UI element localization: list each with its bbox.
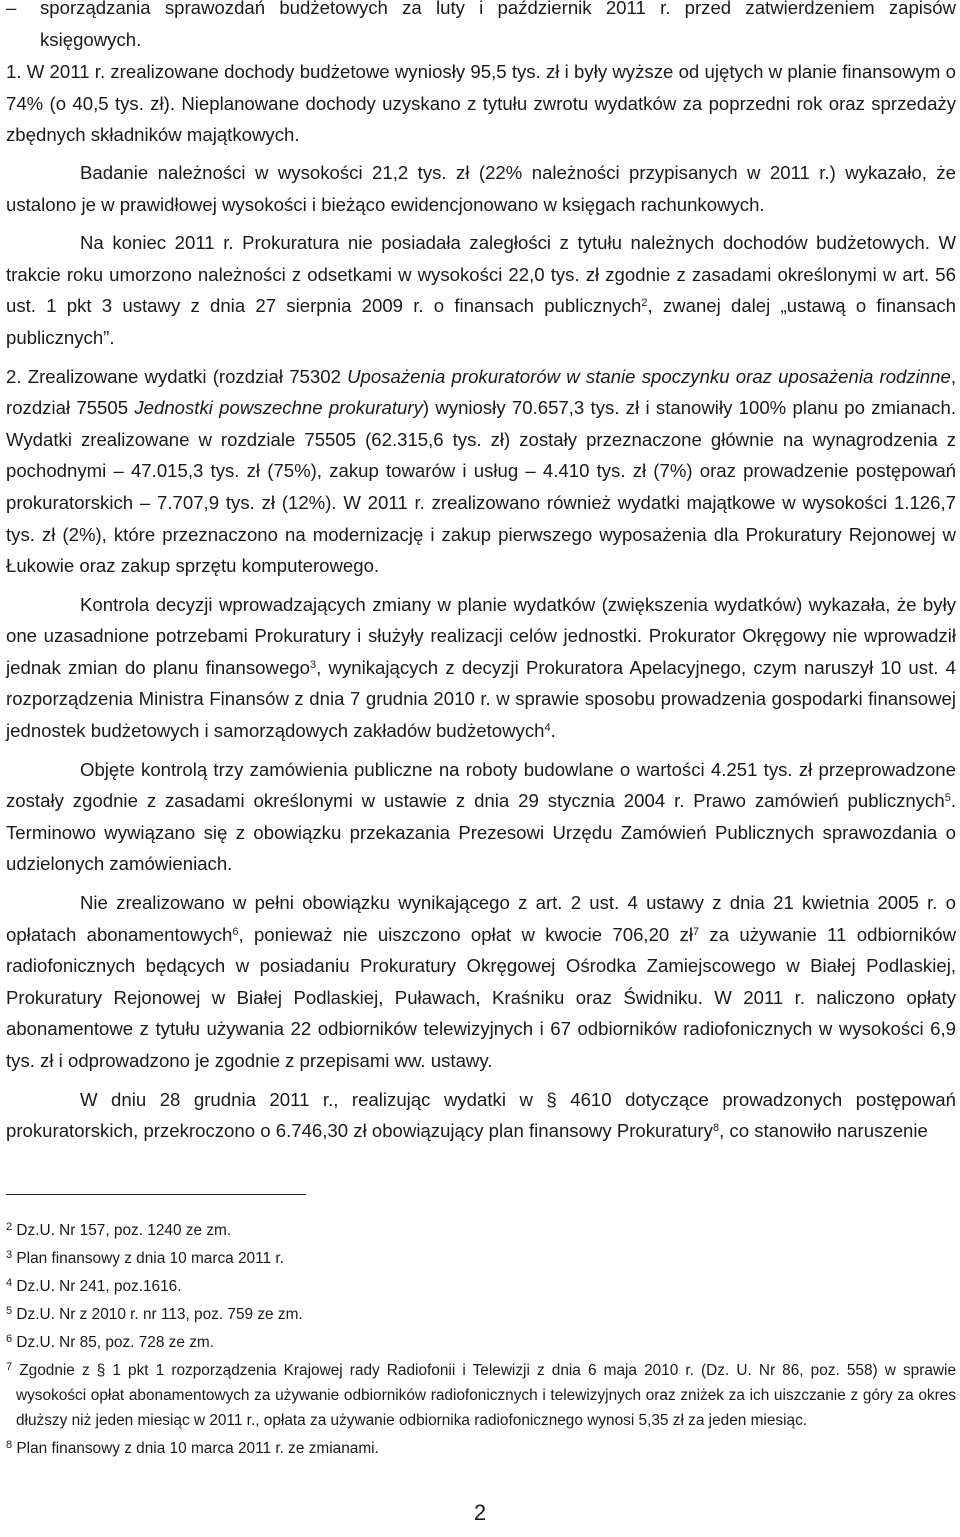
footnote-text: Plan finansowy z dnia 10 marca 2011 r. ze zmianami. xyxy=(16,1440,379,1457)
paragraph-plan-exceeded-text-a: W dniu 28 grudnia 2011 r., realizując wydatki w § 4610 dotyczące prowadzonych postępowań prokuratorskich, przekroczono o 6.746,30 zł obowiązujący plan finansowy Prokuratury xyxy=(6,1088,956,1142)
footnote-text: Plan finansowy z dnia 10 marca 2011 r. xyxy=(16,1250,284,1267)
paragraph-plan-exceeded-text-b: , co stanowiło naruszenie xyxy=(719,1120,928,1142)
footnote-4 xyxy=(6,1271,956,1299)
paragraph-plan-changes-text-c: . xyxy=(550,720,556,742)
footnote-separator xyxy=(6,1194,306,1195)
dash-marker: – xyxy=(6,0,17,18)
footnote-ref-8[interactable]: 8 xyxy=(712,1122,720,1135)
paragraph-plan-changes-text-a: Kontrola decyzji wprowadzających zmiany w planie wydatków (zwiększenia wydatków) wykazała, że były one uzasadnione potrzebami Prokuratury i służyły realizacji celów jednostki. Prokurator Okręgowy nie wprowadził jednak zmian do planu finansowego xyxy=(6,593,956,678)
paragraph-arrears-text: Na koniec 2011 r. Prokuratura nie posiadała zaległości z tytułu należnych dochodów budżetowych. W trakcie roku umorzono należności z odsetkami w wysokości 22,0 tys. zł zgodnie z zasadami określonymi w art. 56 ust. 1 pkt 3 ustawy z dnia 27 sierpnia 2009 r. o finansach publicznych xyxy=(6,232,956,317)
footnote-7 xyxy=(6,1355,956,1433)
footnote-text: Dz.U. Nr 85, poz. 728 ze zm. xyxy=(16,1334,214,1351)
document-body xyxy=(6,0,956,1147)
footnotes xyxy=(6,1215,956,1461)
paragraph-subscription-text-b: , ponieważ nie uiszczono opłat w kwocie 706,20 zł xyxy=(238,923,693,945)
paragraph-procurement xyxy=(6,754,956,880)
footnote-number: 6 xyxy=(6,1333,13,1345)
dash-item-text: sporządzania sprawozdań budżetowych za luty i październik 2011 r. przed zatwierdzeniem zapisów księgowych. xyxy=(40,0,956,50)
paragraph-subscription-text-c: za używanie 11 odbiorników radiofonicznych będących w posiadaniu Prokuratury Okręgowej Ośrodka Zamiejscowego w Białej Podlaskiej, Prokuratury Rejonowej w Białej Podlaskiej, Puławach, Kraśniku oraz Świdniku. W 2011 r. naliczono opłaty abonamentowe z tytułu używania 22 odbiorników telewizyjnych i 67 odbiorników radiofonicznych w wysokości 6,9 tys. zł i odprowadzono je zgodnie z przepisami ww. ustawy. xyxy=(6,923,957,1071)
footnote-ref-2[interactable]: 2 xyxy=(641,297,648,310)
footnote-ref-4[interactable]: 4 xyxy=(544,722,551,735)
paragraph-procurement-text-b: . Terminowo wywiązano się z obowiązku przekazania Prezesowi Urzędu Zamówień Publicznych sprawozdania o udzielonych zamówieniach. xyxy=(6,790,956,875)
paragraph-subscription-fees xyxy=(6,887,956,1077)
footnote-3 xyxy=(6,1243,956,1271)
footnote-6 xyxy=(6,1327,956,1355)
footnote-number: 3 xyxy=(6,1249,13,1261)
paragraph-1-revenues xyxy=(6,56,956,151)
footnote-number: 7 xyxy=(6,1361,13,1373)
footnote-8 xyxy=(6,1433,956,1461)
paragraph-plan-changes xyxy=(6,589,956,747)
paragraph-dash-item xyxy=(6,0,956,55)
footnote-text: Dz.U. Nr 157, poz. 1240 ze zm. xyxy=(16,1222,232,1239)
paragraph-arrears xyxy=(6,227,956,353)
paragraph-receivables-text: Badanie należności w wysokości 21,2 tys. zł (22% należności przypisanych w 2011 r.) wykazało, że ustalono je w prawidłowej wysokości i bieżąco ewidencjonowano w księgach rachunkowych. xyxy=(6,161,956,215)
paragraph-2-text-c: ) wyniosły 70.657,3 tys. zł i stanowiły 100% planu po zmianach. Wydatki zrealizowane w rozdziale 75505 (62.315,6 tys. zł) zostały przeznaczone głównie na wynagrodzenia z pochodnymi – 47.015,3 tys. zł (75%), zakup towarów i usług – 4.410 tys. zł (7%) oraz prowadzenie postępowań prokuratorskich – 7.707,9 tys. zł (12%). W 2011 r. zrealizowano również wydatki majątkowe w wysokości 1.126,7 tys. zł (2%), które przeznaczono na modernizację i zakup pierwszego wyposażenia dla Prokuratury Rejonowej w Łukowie oraz zakup sprzętu komputerowego. xyxy=(6,397,956,577)
paragraph-2-text-a: 2. Zrealizowane wydatki (rozdział 75302 xyxy=(6,365,348,387)
page-number: 2 xyxy=(473,1500,487,1525)
footnote-number: 4 xyxy=(6,1277,13,1289)
footnote-number: 2 xyxy=(6,1221,13,1233)
paragraph-subscription-text-a: Nie zrealizowano w pełni obowiązku wynikającego z art. 2 ust. 4 ustawy z dnia 21 kwietnia 2005 r. o opłatach abonamentowych xyxy=(6,892,956,945)
footnote-ref-6[interactable]: 6 xyxy=(232,925,239,938)
footnote-text: Dz.U. Nr 241, poz.1616. xyxy=(16,1278,182,1295)
footnote-ref-5[interactable]: 5 xyxy=(944,792,951,805)
paragraph-procurement-text-a: Objęte kontrolą trzy zamówienia publiczne na roboty budowlane o wartości 4.251 tys. zł przeprowadzone zostały zgodnie z zasadami określonymi w ustawie z dnia 29 stycznia 2004 r. Prawo zamówień publicznych xyxy=(6,758,956,812)
paragraph-plan-exceeded xyxy=(6,1084,956,1147)
paragraph-2-text-b: , rozdział 75505 xyxy=(6,365,956,419)
paragraph-receivables xyxy=(6,157,956,220)
footnote-5 xyxy=(6,1299,956,1327)
footnote-ref-7[interactable]: 7 xyxy=(693,925,700,938)
paragraph-2-expenditures xyxy=(6,361,956,582)
footnote-text: Dz.U. Nr z 2010 r. nr 113, poz. 759 ze zm. xyxy=(16,1306,303,1323)
paragraph-plan-changes-text-b: , wynikających z decyzji Prokuratora Apelacyjnego, czym naruszył 10 ust. 4 rozporządzenia Ministra Finansów z dnia 7 grudnia 2010 r. w sprawie sposobu prowadzenia gospodarki finansowej jednostek budżetowych i samorządowych zakładów budżetowych xyxy=(6,656,956,742)
footnote-2 xyxy=(6,1215,956,1243)
footnote-ref-3[interactable]: 3 xyxy=(309,658,317,671)
paragraph-1-text: 1. W 2011 r. zrealizowane dochody budżetowe wyniosły 95,5 tys. zł i były wyższe od ujętych w planie finansowym o 74% (o 40,5 tys. zł). Nieplanowane dochody uzyskano z tytułu zwrotu wydatków za poprzedni rok oraz sprzedaży zbędnych składników majątkowych. xyxy=(6,61,956,146)
footnote-text: Zgodnie z § 1 pkt 1 rozporządzenia Krajowej rady Radiofonii i Telewizji z dnia 6 maja 2010 r. (Dz. U. Nr 86, poz. 558) w sprawie wysokości opłat abonamentowych za używanie odbiorników radiofonicznych i telewizyjnych oraz zniżek za ich uiszczanie z góry za okres dłuższy niż jeden miesiąc w 2011 r., opłata za używanie odbiornika radiofonicznego wynosi 5,35 zł za jeden miesiąc. xyxy=(16,1362,956,1429)
chapter-75505-title: Jednostki powszechne prokuratury xyxy=(134,397,423,419)
footnote-number: 5 xyxy=(6,1305,13,1317)
footnote-number: 8 xyxy=(6,1439,13,1451)
chapter-75302-title: Uposażenia prokuratorów w stanie spoczynku oraz uposażenia rodzinne xyxy=(347,365,951,387)
paragraph-arrears-text-end: , zwanej dalej „ustawą o finansach publicznych”. xyxy=(6,295,957,348)
